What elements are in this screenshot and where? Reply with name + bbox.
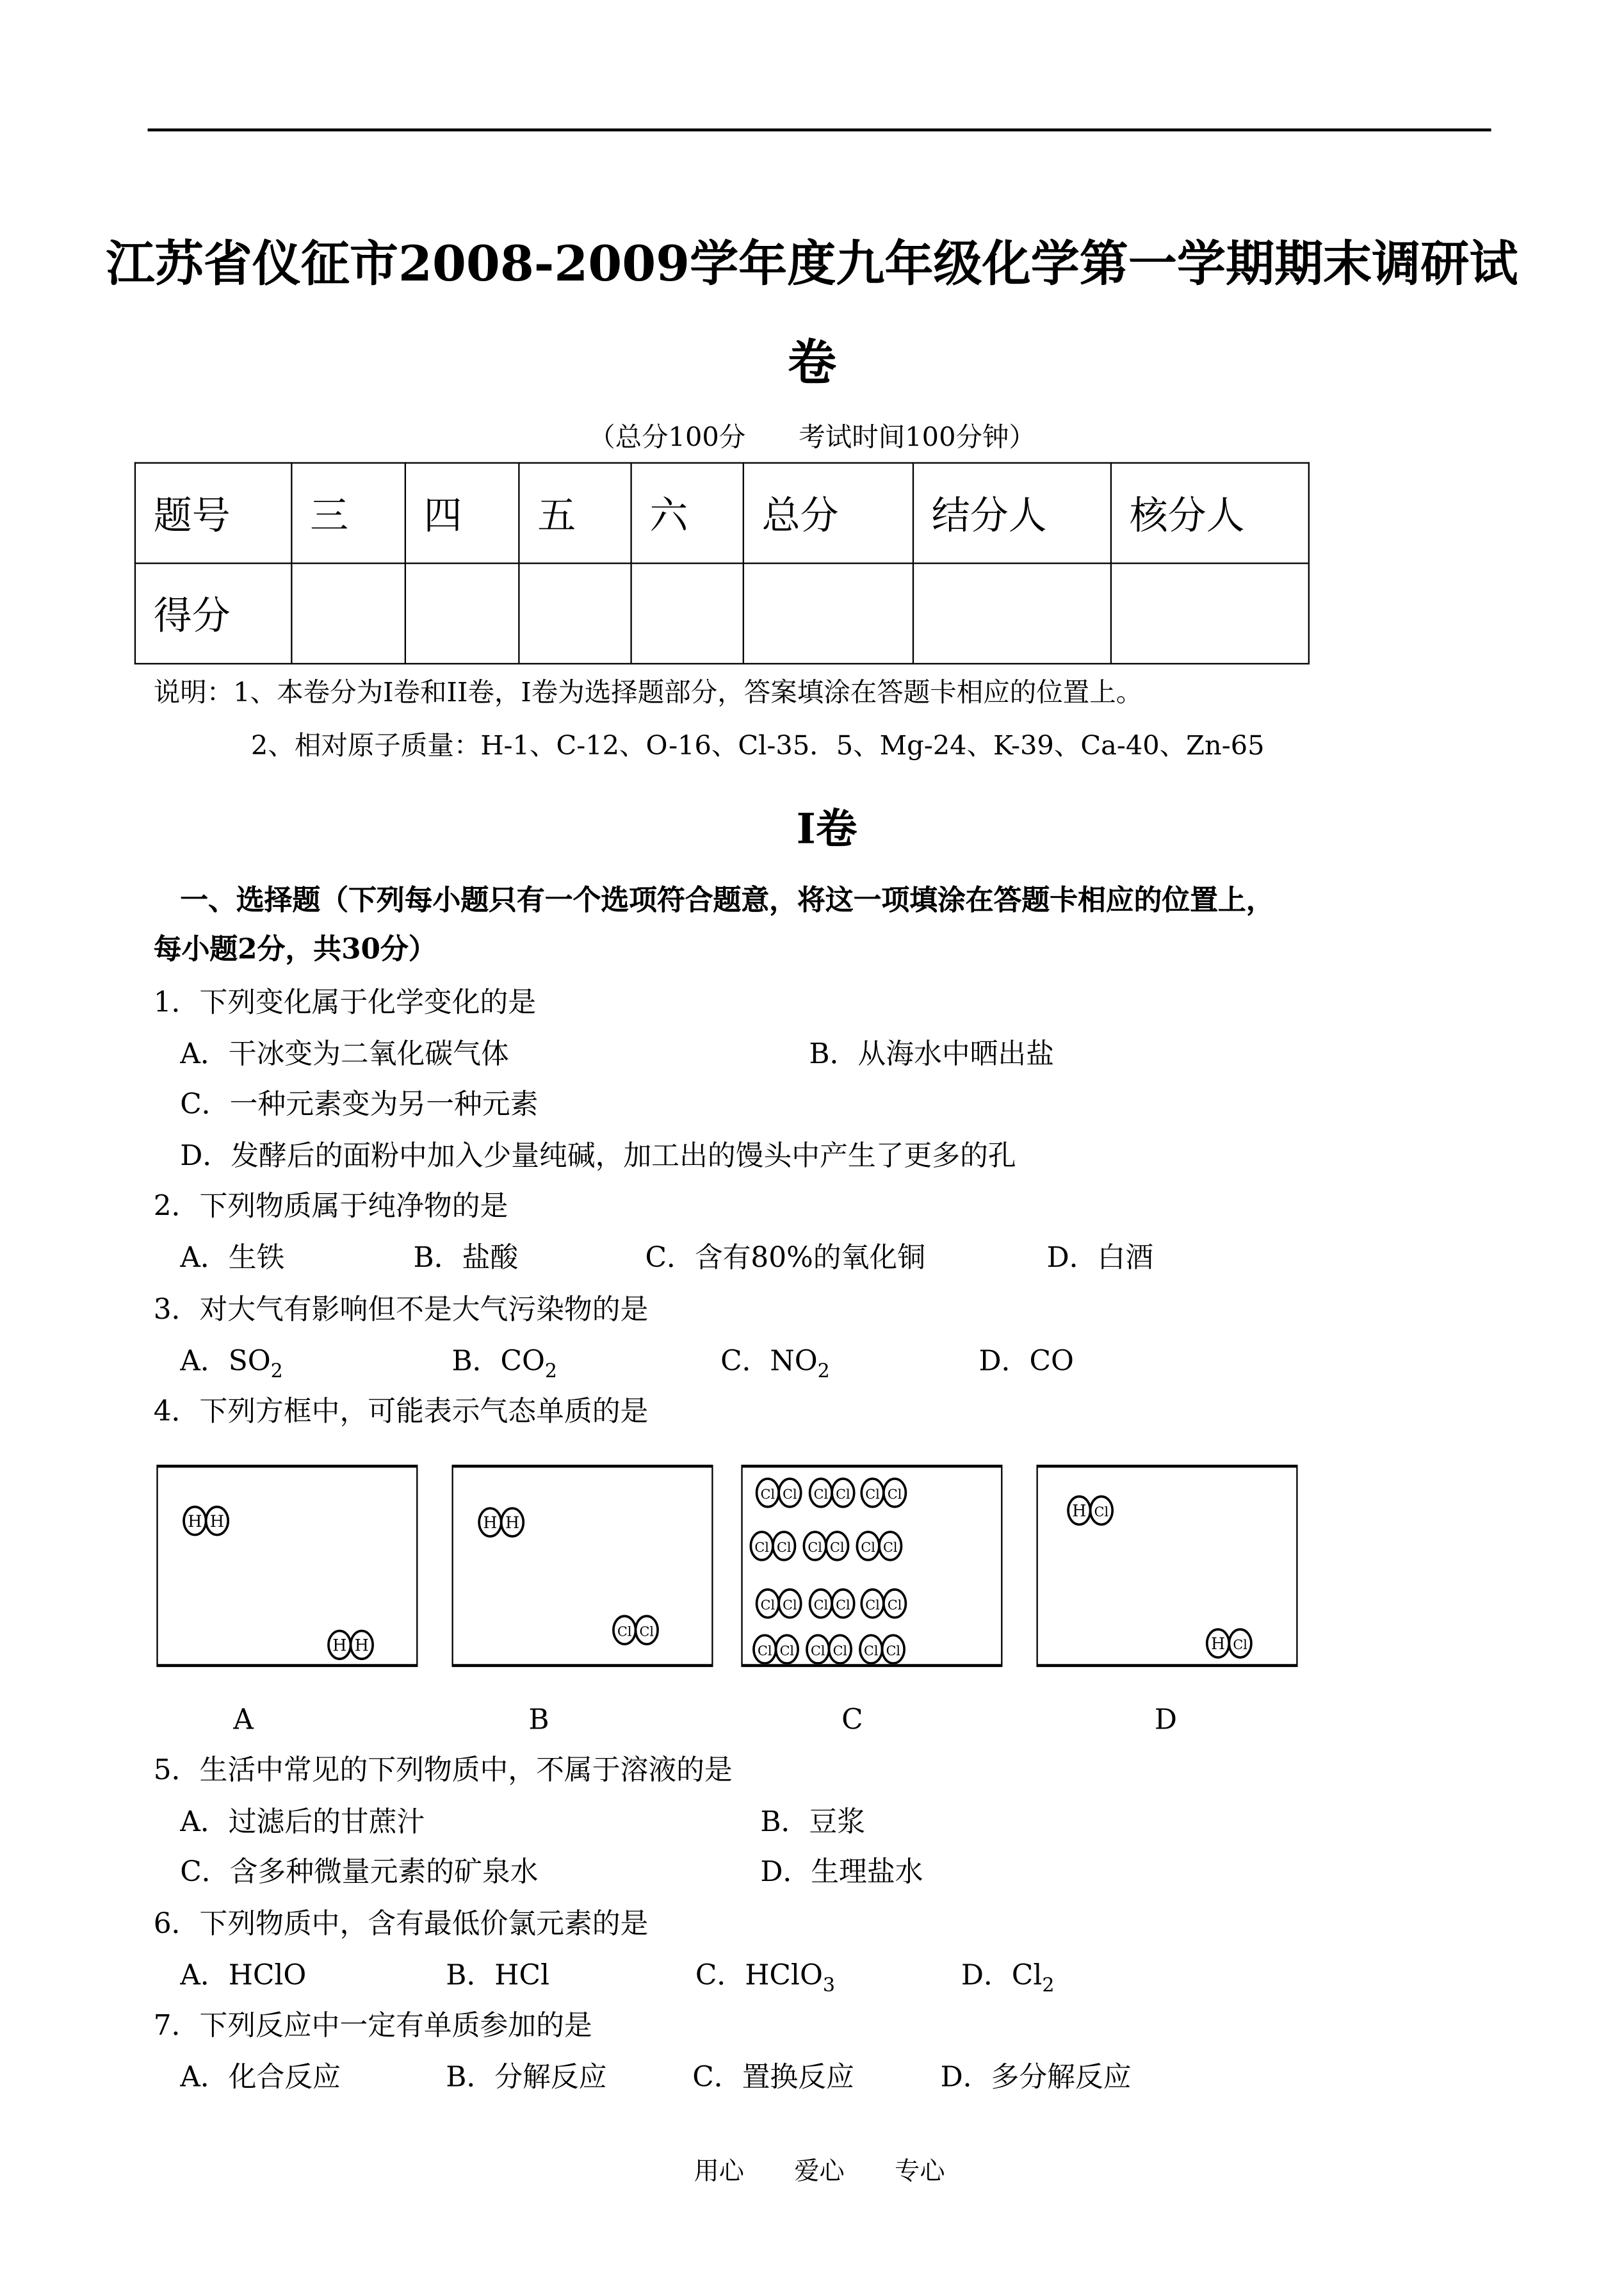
- chlorine-atom: [861, 1479, 884, 1507]
- row-label: 得分: [135, 564, 291, 664]
- svg-text:Cl: Cl: [829, 1540, 845, 1556]
- chlorine-atom: [757, 1479, 779, 1507]
- svg-text:H: H: [483, 1513, 498, 1533]
- svg-text:Cl: Cl: [776, 1540, 792, 1556]
- hydrogen-atom: [206, 1507, 229, 1535]
- option-text: D．Cl: [961, 1959, 1043, 1992]
- subtitle: （总分100分 考试时间100分钟）: [589, 422, 1035, 453]
- score-cell[interactable]: [743, 564, 913, 664]
- svg-text:Cl: Cl: [887, 1486, 902, 1502]
- question-stem: 7．下列反应中一定有单质参加的是: [153, 2009, 592, 2042]
- svg-text:Cl: Cl: [754, 1540, 769, 1556]
- question-stem: 6．下列物质中，含有最低价氯元素的是: [153, 1907, 649, 1941]
- box-label: D: [1154, 1704, 1178, 1737]
- chlorine-atom: [613, 1616, 636, 1644]
- molecule-diagram: [1038, 1468, 1296, 1665]
- option-text: C．NO: [720, 1345, 818, 1378]
- molecule-diagram: [453, 1468, 711, 1665]
- header-cell: 总分: [743, 463, 913, 564]
- header-cell: 五: [519, 463, 631, 564]
- chlorine-atom: [826, 1532, 849, 1560]
- svg-text:Cl: Cl: [882, 1540, 898, 1556]
- part-title: I卷: [796, 804, 857, 854]
- chlorine-atom: [810, 1479, 832, 1507]
- chlorine-atom: [882, 1635, 905, 1663]
- chlorine-atom: [857, 1532, 879, 1560]
- score-table: [134, 462, 1310, 665]
- hydrogen-atom: [501, 1508, 524, 1536]
- svg-text:Cl: Cl: [861, 1540, 875, 1556]
- question-stem: 1．下列变化属于化学变化的是: [153, 986, 537, 1019]
- subscript: 3: [822, 1975, 835, 1998]
- svg-text:Cl: Cl: [865, 1486, 880, 1502]
- chlorine-atom: [757, 1590, 779, 1618]
- chlorine-atom: [636, 1616, 658, 1644]
- option-text: B．HCl: [446, 1959, 550, 1992]
- chlorine-atom: [1091, 1497, 1113, 1525]
- svg-text:H: H: [1210, 1634, 1226, 1654]
- score-cell[interactable]: [913, 564, 1111, 664]
- svg-text:Cl: Cl: [757, 1643, 772, 1659]
- hydrogen-atom: [479, 1508, 501, 1536]
- option-text: A．SO: [180, 1345, 271, 1378]
- subscript: 2: [270, 1361, 283, 1383]
- svg-text:Cl: Cl: [865, 1597, 880, 1613]
- option: B．豆浆: [760, 1805, 865, 1839]
- svg-text:Cl: Cl: [836, 1597, 850, 1613]
- svg-text:Cl: Cl: [1233, 1637, 1247, 1653]
- option-text: D．CO: [978, 1345, 1074, 1378]
- molecule-diagram: [743, 1468, 1001, 1665]
- option: D．发酵后的面粉中加入少量纯碱，加工出的馒头中产生了更多的孔: [180, 1139, 1016, 1173]
- svg-text:H: H: [505, 1513, 520, 1533]
- question-stem: 5．生活中常见的下列物质中，不属于溶液的是: [153, 1754, 733, 1787]
- title-line1: 江苏省仪征市2008-2009学年度九年级化学第一学期期末调研试: [106, 234, 1518, 293]
- chlorine-atom: [810, 1590, 832, 1618]
- svg-text:H: H: [332, 1635, 347, 1655]
- hydrogen-atom: [351, 1631, 373, 1659]
- hydrogen-atom: [184, 1507, 206, 1535]
- chlorine-atom: [879, 1532, 902, 1560]
- svg-text:H: H: [209, 1511, 224, 1531]
- note-1: 说明：1、本卷分为I卷和II卷，I卷为选择题部分，答案填涂在答题卡相应的位置上。: [153, 678, 1143, 709]
- svg-text:Cl: Cl: [887, 1597, 902, 1613]
- option: B．分解反应: [446, 2061, 607, 2094]
- option-text: A．HClO: [180, 1959, 307, 1992]
- chlorine-atom: [773, 1532, 795, 1560]
- chlorine-atom: [751, 1532, 773, 1560]
- question-stem: 3．对大气有影响但不是大气污染物的是: [153, 1293, 649, 1326]
- option: A．生铁: [180, 1241, 285, 1274]
- score-cell[interactable]: [291, 564, 405, 664]
- chlorine-atom: [1229, 1629, 1251, 1657]
- subscript: 2: [817, 1361, 830, 1383]
- svg-text:Cl: Cl: [886, 1643, 901, 1659]
- option: [180, 1345, 282, 1389]
- chlorine-atom: [807, 1635, 829, 1663]
- option: B．盐酸: [413, 1241, 519, 1274]
- header-cell: 六: [631, 463, 743, 564]
- svg-text:Cl: Cl: [779, 1643, 795, 1659]
- svg-text:H: H: [1072, 1501, 1087, 1520]
- option: [961, 1959, 1055, 2003]
- diagram-box-a: [156, 1465, 418, 1667]
- score-cell[interactable]: [631, 564, 743, 664]
- note-2: 2、相对原子质量：H-1、C-12、O-16、Cl-35．5、Mg-24、K-39、Ca-40、Zn-65: [250, 731, 1265, 762]
- top-rule: [148, 129, 1491, 132]
- option: D．多分解反应: [940, 2061, 1132, 2094]
- option-text: B．CO: [451, 1345, 545, 1378]
- chlorine-atom: [776, 1635, 799, 1663]
- hydrogen-atom: [329, 1631, 351, 1659]
- option: [446, 1959, 549, 1992]
- chlorine-atom: [884, 1479, 906, 1507]
- score-cell[interactable]: [405, 564, 519, 664]
- chlorine-atom: [832, 1590, 854, 1618]
- subscript: 2: [544, 1361, 558, 1383]
- header-cell: 核分人: [1111, 463, 1309, 564]
- option: A．过滤后的甘蔗汁: [180, 1805, 425, 1839]
- section-heading-cont: 每小题2分，共30分）: [153, 933, 437, 966]
- option: [720, 1345, 830, 1389]
- chlorine-atom: [779, 1479, 801, 1507]
- question-stem: 4．下列方框中，可能表示气态单质的是: [153, 1395, 649, 1428]
- option: B．从海水中晒出盐: [809, 1038, 1055, 1071]
- score-cell[interactable]: [519, 564, 631, 664]
- svg-text:Cl: Cl: [783, 1486, 797, 1502]
- svg-text:H: H: [354, 1635, 369, 1655]
- header-cell: 三: [291, 463, 405, 564]
- box-label: B: [528, 1704, 549, 1737]
- svg-text:Cl: Cl: [836, 1486, 850, 1502]
- header-cell: 结分人: [913, 463, 1111, 564]
- svg-text:Cl: Cl: [1094, 1504, 1109, 1520]
- option: [180, 1959, 306, 1992]
- svg-text:Cl: Cl: [863, 1643, 879, 1659]
- header-cell: 题号: [135, 463, 291, 564]
- chlorine-atom: [754, 1635, 776, 1663]
- diagram-box-b: [451, 1465, 713, 1667]
- option: D．生理盐水: [760, 1856, 923, 1889]
- hydrogen-atom: [1068, 1497, 1091, 1525]
- svg-text:Cl: Cl: [813, 1486, 829, 1502]
- option: [451, 1345, 557, 1389]
- chlorine-atom: [860, 1635, 882, 1663]
- box-label: C: [841, 1704, 863, 1737]
- svg-text:Cl: Cl: [760, 1597, 775, 1613]
- page-footer: 用心 爱心 专心: [694, 2157, 945, 2187]
- svg-text:Cl: Cl: [617, 1624, 632, 1640]
- svg-text:H: H: [188, 1511, 202, 1531]
- chlorine-atom: [884, 1590, 906, 1618]
- header-cell: 四: [405, 463, 519, 564]
- svg-text:Cl: Cl: [639, 1624, 654, 1640]
- option: C．含多种微量元素的矿泉水: [180, 1856, 539, 1889]
- svg-text:Cl: Cl: [810, 1643, 825, 1659]
- option: [695, 1959, 835, 2003]
- svg-text:Cl: Cl: [832, 1643, 848, 1659]
- svg-text:Cl: Cl: [760, 1486, 775, 1502]
- chlorine-atom: [829, 1635, 852, 1663]
- option: C．一种元素变为另一种元素: [180, 1088, 539, 1121]
- diagram-box-d: [1036, 1465, 1297, 1667]
- option: C．含有80%的氧化铜: [645, 1241, 926, 1274]
- section-heading: 一、选择题（下列每小题只有一个选项符合题意，将这一项填涂在答题卡相应的位置上，: [180, 884, 1274, 917]
- svg-text:Cl: Cl: [783, 1597, 797, 1613]
- svg-text:Cl: Cl: [813, 1597, 829, 1613]
- score-cell[interactable]: [1111, 564, 1309, 664]
- hydrogen-atom: [1207, 1629, 1230, 1657]
- diagram-box-c: [741, 1465, 1002, 1667]
- question-stem: 2．下列物质属于纯净物的是: [153, 1190, 508, 1223]
- chlorine-atom: [832, 1479, 854, 1507]
- molecule-diagram: [158, 1468, 416, 1665]
- title-line2: 卷: [787, 334, 837, 391]
- option: D．白酒: [1046, 1241, 1154, 1274]
- chlorine-atom: [779, 1590, 801, 1618]
- option: [979, 1345, 1074, 1378]
- chlorine-atom: [804, 1532, 826, 1560]
- box-label: A: [233, 1704, 254, 1737]
- subscript: 2: [1042, 1975, 1055, 1998]
- option: A．化合反应: [180, 2061, 341, 2094]
- svg-text:Cl: Cl: [808, 1540, 822, 1556]
- option-text: C．HClO: [695, 1959, 823, 1992]
- option: A．干冰变为二氧化碳气体: [180, 1038, 509, 1071]
- option: C．置换反应: [692, 2061, 854, 2094]
- chlorine-atom: [861, 1590, 884, 1618]
